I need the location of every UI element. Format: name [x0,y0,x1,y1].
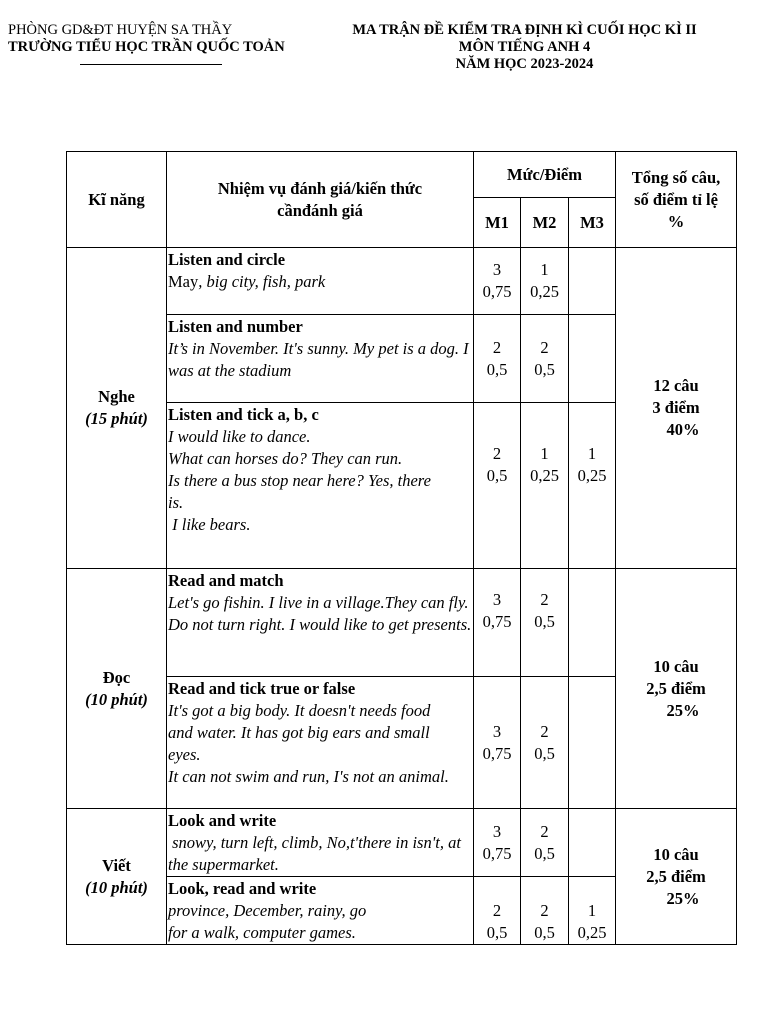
school-header [8,22,318,65]
header-m2: M2 [521,198,569,248]
task-listen-number: Listen and number It’s in November. It's sunny. My pet is a dog. I was at the stadium [167,315,474,403]
cell-m2: 1 0,25 [521,403,569,569]
document-title: MA TRẬN ĐỀ KIỂM TRA ĐỊNH KÌ CUỐI HỌC KÌ II [352,22,697,38]
cell-m3: 1 0,25 [569,877,616,945]
skill-writing: Viết (10 phút) [67,809,167,945]
table-row [67,569,737,677]
cell-m3 [569,248,616,315]
header-total: Tổng số câu, số điểm tỉ lệ % [616,152,737,248]
cell-m2: 2 0,5 [521,809,569,877]
cell-m1: 3 0,75 [474,248,521,315]
header-task: Nhiệm vụ đánh giá/kiến thức cầnđánh giá [167,152,474,248]
cell-m3 [569,677,616,809]
cell-m1: 2 0,5 [474,877,521,945]
subject-title: MÔN TIẾNG ANH 4 [458,39,591,55]
school-year: NĂM HỌC 2023-2024 [455,56,594,72]
skill-reading: Đọc (10 phút) [67,569,167,809]
cell-m1: 3 0,75 [474,569,521,677]
table-row [67,809,737,877]
document-title-block [322,22,727,73]
cell-m3: 1 0,25 [569,403,616,569]
task-look-read-write: Look, read and write province, December, rainy, go for a walk, computer games. [167,877,474,945]
total-listening: 12 câu 3 điểm 40% [616,248,737,569]
cell-m2: 2 0,5 [521,569,569,677]
task-listen-tick: Listen and tick a, b, c I would like to dance. What can horses do? They can run. Is there a bus stop near here? Yes, there is. I like bears. [167,403,474,569]
header-m1: M1 [474,198,521,248]
school-name: TRƯỜNG TIỂU HỌC TRẦN QUỐC TOẢN [8,39,285,55]
cell-m1: 3 0,75 [474,809,521,877]
skill-listening: Nghe (15 phút) [67,248,167,569]
cell-m2: 1 0,25 [521,248,569,315]
cell-m1: 3 0,75 [474,677,521,809]
table-row [67,248,737,315]
assessment-matrix-table [66,151,737,945]
header-level: Mức/Điểm [474,152,616,198]
task-look-write: Look and write snowy, turn left, climb, No,t'there in isn't, at the supermarket. [167,809,474,877]
cell-m3 [569,315,616,403]
total-writing: 10 câu 2,5 điểm 25% [616,809,737,945]
cell-m3 [569,569,616,677]
cell-m2: 2 0,5 [521,877,569,945]
task-read-true-false: Read and tick true or false It's got a big body. It doesn't needs food and water. It has got big ears and small eyes. It can not swim and run, I's not an animal. [167,677,474,809]
cell-m2: 2 0,5 [521,315,569,403]
task-read-match: Read and match Let's go fishin. I live in a village.They can fly. Do not turn right. I would like to get presents. [167,569,474,677]
department-name: PHÒNG GD&ĐT HUYỆN SA THẦY [8,22,233,38]
task-listen-circle: Listen and circle May, big city, fish, park [167,248,474,315]
header-skill: Kĩ năng [67,152,167,248]
header-m3: M3 [569,198,616,248]
cell-m1: 2 0,5 [474,403,521,569]
cell-m1: 2 0,5 [474,315,521,403]
total-reading: 10 câu 2,5 điểm 25% [616,569,737,809]
cell-m3 [569,809,616,877]
cell-m2: 2 0,5 [521,677,569,809]
header-underline [80,64,222,65]
table-header-row [67,152,737,198]
